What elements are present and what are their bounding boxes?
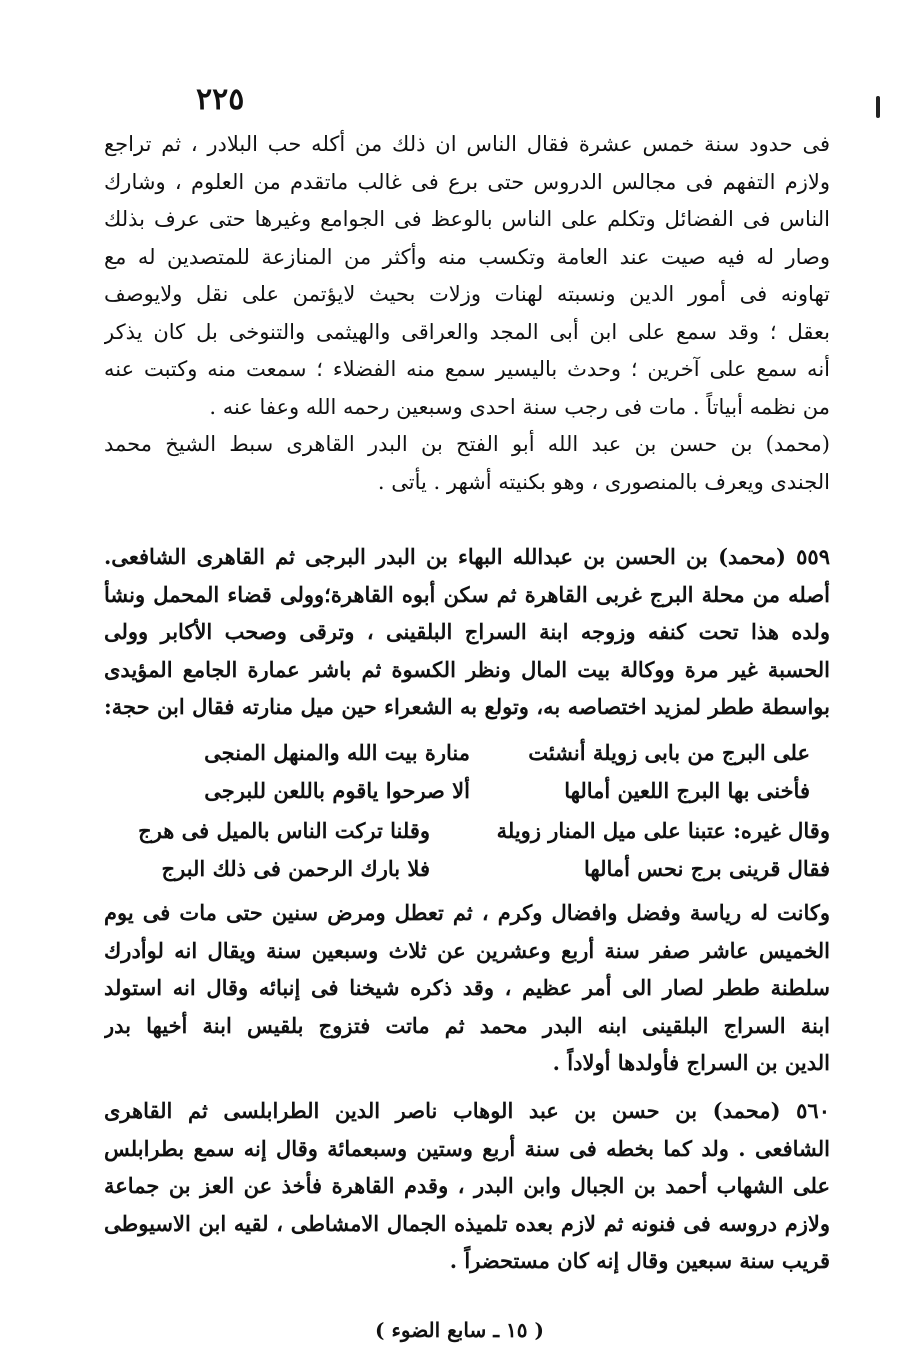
text-line: تهاونه فى أمور الدين ونسبته لهنات وزلات بحيث لايؤتمن على نقل ولايوصف (104, 282, 830, 306)
poem-ibn-hijja (150, 734, 810, 810)
entry-560 (104, 1092, 830, 1280)
text-line: الشافعى . ولد كما بخطه فى سنة أربع وستين وسبعمائة وقال إنه سمع بطرابلس (104, 1135, 830, 1161)
hemistich-second: منارة بيت الله والمنهل المنجى (204, 740, 470, 765)
text-line: (محمد) بن حسن بن عبد الله أبو الفتح بن البدر القاهرى سبط الشيخ محمد (104, 432, 830, 456)
verse (150, 772, 810, 810)
text-line: بعقل ؛ وقد سمع على ابن أبى المجد والعراقى والهيثمى والتنوخى بل كان يذكر (104, 319, 830, 344)
text-line: ولده هذا تحت كنفه وزوجه ابنة السراج البلقينى ، وترقى وصحب الأكابر وولى (104, 619, 830, 644)
text-line: بواسطة ططر لمزيد اختصاصه به، وتولع به الشعراء حين ميل منارته فقال ابن حجة: (104, 694, 830, 719)
entry-559-continuation (104, 894, 830, 1082)
hemistich-first: فقال قرينى برج نحس أمالها (584, 856, 830, 881)
text-line: الناس فى الفضائل وتكلم على الناس بالوعظ فى الجوامع وغيرها حتى عرف بذلك (104, 207, 830, 231)
text-line: فى حدود سنة خمس عشرة فقال الناس ان ذلك من أكله حب البلادر ، ثم تراجع (104, 132, 830, 156)
verse (110, 812, 830, 850)
text-line: الجندى ويعرف بالمنصورى ، وهو بكنيته أشهر . يأتى . (377, 469, 830, 494)
hemistich-first: فأخنى بها البرج اللعين أمالها (564, 778, 810, 803)
text-line: الحسبة غير مرة ووكالة بيت المال ونظر الكسوة ثم باشر عمارة الجامع المؤيدى (104, 656, 830, 682)
text-line: وصار له فيه صيت عند العامة وتكسب منه وأكثر من المنازعة للمتصدين له مع (104, 244, 830, 269)
entry-cross-reference (104, 426, 830, 501)
entry-559 (104, 538, 830, 726)
page-number: ٢٢٥ (196, 82, 245, 117)
hemistich-first: وقال غيره: عتبنا على ميل المنار زويلة (496, 818, 830, 843)
text-line: من نظمه أبياتاً . مات فى رجب سنة احدى وسبعين رحمه الله وعفا عنه . (209, 394, 830, 419)
text-line: ابنة السراج البلقينى ابنه البدر محمد ثم ماتت فتزوج بلقيس ابنة أخيها بدر (104, 1012, 830, 1038)
hemistich-second: ألا صرحوا ياقوم باللعن للبرجى (204, 778, 470, 803)
signature-footer: ( ١٥ ـ سابع الضوء ) (375, 1318, 544, 1342)
text-line: ٥٥٩ (محمد) بن الحسن بن عبدالله البهاء بن البدر البرجى ثم القاهرى الشافعى. (104, 544, 830, 569)
poem-other (110, 812, 830, 888)
verse (110, 850, 830, 888)
hemistich-second: فلا بارك الرحمن فى ذلك البرج (161, 856, 430, 881)
text-line: قريب سنة سبعين وقال إنه كان مستحضراً . (449, 1248, 830, 1273)
text-line: أنه سمع على آخرين ؛ وحدث باليسير سمع منه الفضلاء ؛ سمعت منه وكتبت عنه (104, 357, 830, 381)
text-line: ٥٦٠ (محمد) بن حسن بن عبد الوهاب ناصر الدين الطرابلسى ثم القاهرى (104, 1098, 830, 1123)
text-line: ولازم دروسه فى فنونه ثم لازم بعده تلميذه الجمال الامشاطى ، لقيه ابن الاسيوطى (104, 1210, 830, 1236)
paragraph-continuation (104, 126, 830, 426)
text-line: وكانت له رياسة وفضل وافضال وكرم ، ثم تعطل ومرض سنين حتى مات فى يوم (104, 900, 830, 925)
text-line: ولازم التفهم فى مجالس الدروس حتى برع فى غالب ماتقدم من العلوم ، وشارك (104, 169, 830, 194)
text-line: الخميس عاشر صفر سنة أربع وعشرين عن ثلاث وسبعين سنة ويقال انه لوأدرك (104, 937, 830, 963)
text-line: سلطنة ططر لصار الى أمر عظيم ، وقد ذكره شيخنا فى إنبائه وقال انه استولد (104, 975, 830, 1000)
text-line: الدين بن السراج فأولدها أولاداً . (552, 1050, 830, 1075)
hemistich-first: على البرج من بابى زويلة أنشئت (528, 740, 810, 765)
hemistich-second: وقلنا تركت الناس بالميل فى هرج (138, 818, 430, 843)
text-line: على الشهاب أحمد بن الجبال وابن البدر ، وقدم القاهرة فأخذ عن العز بن جماعة (104, 1173, 830, 1198)
text-line: أصله من محلة البرج غربى القاهرة ثم سكن أبوه القاهرة؛وولى قضاء المحمل ونشأ (104, 581, 830, 607)
edge-mark (876, 96, 880, 118)
verse (150, 734, 810, 772)
